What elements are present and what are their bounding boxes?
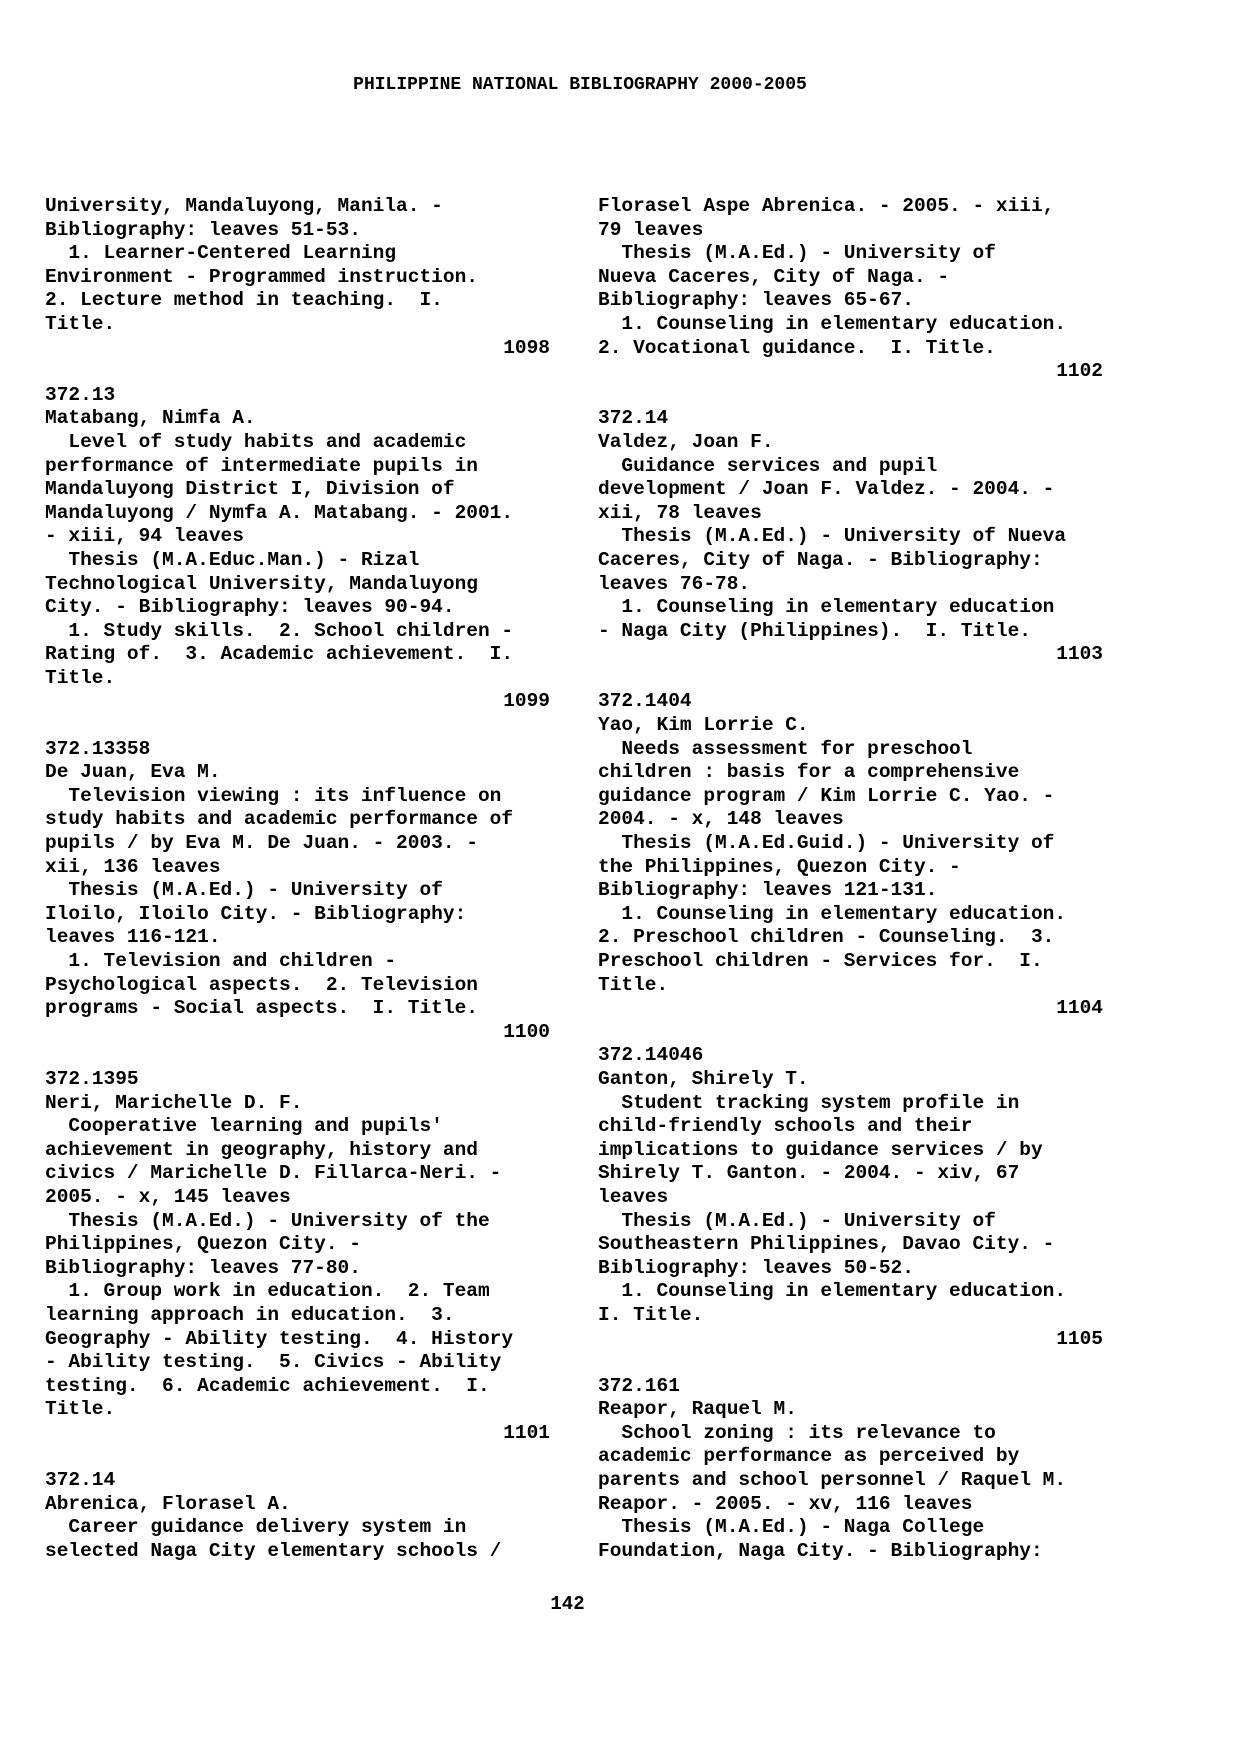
entry-number: 1099	[503, 690, 550, 713]
entry-number: 1098	[503, 336, 550, 359]
entry-line: Title.	[598, 973, 669, 996]
entry-line: Geography - Ability testing. 4. History	[45, 1327, 514, 1350]
entry-line: Reapor, Raquel M.	[598, 1398, 797, 1421]
entry-line: Career guidance delivery system in	[45, 1516, 467, 1539]
entry-line: Bibliography: leaves 51-53.	[45, 218, 361, 241]
entry-number: 1103	[1056, 643, 1103, 666]
entry-line: parents and school personnel / Raquel M.	[598, 1469, 1067, 1492]
entry-line: 1. Counseling in elementary education.	[598, 902, 1067, 925]
entry-line: Bibliography: leaves 50-52.	[598, 1256, 914, 1279]
entry-line: 1. Counseling in elementary education.	[598, 1280, 1067, 1303]
entry-line: the Philippines, Quezon City. -	[598, 855, 961, 878]
entry-number: 1105	[1056, 1327, 1103, 1350]
entry-line: child-friendly schools and their	[598, 1115, 973, 1138]
entry-line: Title.	[45, 312, 116, 335]
catalog-entry	[45, 1068, 550, 1446]
entry-line: Thesis (M.A.Ed.) - University of the	[45, 1209, 490, 1232]
entry-line: - Naga City (Philippines). I. Title.	[598, 619, 1031, 642]
entry-number: 1100	[503, 1020, 550, 1043]
entry-line: 372.161	[598, 1374, 680, 1397]
entry-line: civics / Marichelle D. Fillarca-Neri. -	[45, 1162, 502, 1185]
entry-line: Television viewing : its influence on	[45, 784, 502, 807]
entry-line: School zoning : its relevance to	[598, 1421, 996, 1444]
entry-line: Shirely T. Ganton. - 2004. - xiv, 67	[598, 1162, 1020, 1185]
catalog-entry	[598, 1044, 1103, 1351]
catalog-entry	[45, 1469, 550, 1563]
entry-line: Rating of. 3. Academic achievement. I.	[45, 643, 514, 666]
entry-line: I. Title.	[598, 1303, 704, 1326]
entry-line: - Ability testing. 5. Civics - Ability	[45, 1351, 502, 1374]
entry-line: learning approach in education. 3.	[45, 1303, 455, 1326]
entry-line: Bibliography: leaves 121-131.	[598, 879, 938, 902]
entry-line: 2. Vocational guidance. I. Title.	[598, 336, 996, 359]
entry-line: Title.	[45, 1398, 116, 1421]
entry-line: Yao, Kim Lorrie C.	[598, 714, 809, 737]
entry-line: pupils / by Eva M. De Juan. - 2003. -	[45, 832, 478, 855]
catalog-entry	[45, 384, 550, 714]
catalog-entry	[45, 738, 550, 1045]
entry-line: implications to guidance services / by	[598, 1138, 1043, 1161]
entry-line: 2005. - x, 145 leaves	[45, 1185, 291, 1208]
entry-line: Psychological aspects. 2. Television	[45, 973, 478, 996]
entry-line: Cooperative learning and pupils'	[45, 1115, 443, 1138]
left-column	[45, 195, 550, 1587]
catalog-entry	[45, 195, 550, 360]
entry-line: 2. Lecture method in teaching. I.	[45, 289, 443, 312]
entry-line: 2004. - x, 148 leaves	[598, 808, 844, 831]
entry-line: xii, 78 leaves	[598, 501, 762, 524]
entry-line: achievement in geography, history and	[45, 1138, 478, 1161]
entry-line: Needs assessment for preschool	[598, 737, 973, 760]
entry-line: 2. Preschool children - Counseling. 3.	[598, 926, 1055, 949]
entry-line: Caceres, City of Naga. - Bibliography:	[598, 548, 1043, 571]
entry-line: 1. Counseling in elementary education.	[598, 312, 1067, 335]
entry-line: development / Joan F. Valdez. - 2004. -	[598, 478, 1055, 501]
entry-line: Thesis (M.A.Ed.) - University of	[45, 879, 443, 902]
entry-line: Mandaluyong / Nymfa A. Matabang. - 2001.	[45, 501, 514, 524]
entry-line: Iloilo, Iloilo City. - Bibliography:	[45, 902, 467, 925]
entry-line: Student tracking system profile in	[598, 1091, 1020, 1114]
entry-line: Thesis (M.A.Ed.) - University of	[598, 1209, 996, 1232]
entry-line: 1. Group work in education. 2. Team	[45, 1280, 490, 1303]
entry-number: 1102	[1056, 360, 1103, 383]
entry-line: Preschool children - Services for. I.	[598, 950, 1043, 972]
entry-line: De Juan, Eva M.	[45, 761, 221, 784]
entry-line: children : basis for a comprehensive	[598, 761, 1020, 784]
entry-line: 372.14046	[598, 1044, 704, 1067]
entry-line: Level of study habits and academic	[45, 430, 467, 453]
entry-line: - xiii, 94 leaves	[45, 525, 244, 548]
entry-line: 1. Study skills. 2. School children -	[45, 619, 514, 642]
entry-line: 79 leaves	[598, 218, 704, 241]
entry-line: Bibliography: leaves 77-80.	[45, 1256, 361, 1279]
catalog-entry	[598, 1375, 1103, 1564]
entry-line: leaves	[598, 1185, 669, 1208]
entry-line: Mandaluyong District I, Division of	[45, 478, 455, 501]
entry-line: guidance program / Kim Lorrie C. Yao. -	[598, 784, 1055, 807]
entry-line: Neri, Marichelle D. F.	[45, 1091, 303, 1114]
entry-line: Abrenica, Florasel A.	[45, 1492, 291, 1515]
entry-number: 1101	[503, 1421, 550, 1444]
entry-line: Southeastern Philippines, Davao City. -	[598, 1233, 1055, 1256]
entry-line: Environment - Programmed instruction.	[45, 265, 478, 288]
entry-line: Philippines, Quezon City. -	[45, 1233, 361, 1256]
entry-line: Florasel Aspe Abrenica. - 2005. - xiii,	[598, 195, 1055, 217]
entry-line: 372.13358	[45, 737, 151, 760]
entry-line: 372.1395	[45, 1067, 139, 1090]
entry-line: Thesis (M.A.Educ.Man.) - Rizal	[45, 548, 420, 571]
entry-line: selected Naga City elementary schools /	[45, 1539, 502, 1562]
entry-line: 1. Learner-Centered Learning	[45, 242, 397, 265]
entry-line: Thesis (M.A.Ed.Guid.) - University of	[598, 832, 1055, 855]
entry-line: academic performance as perceived by	[598, 1445, 1020, 1468]
catalog-entry	[598, 195, 1103, 384]
entry-line: Foundation, Naga City. - Bibliography:	[598, 1539, 1043, 1562]
entry-line: Ganton, Shirely T.	[598, 1067, 809, 1090]
entry-line: Matabang, Nimfa A.	[45, 407, 256, 430]
entry-line: Technological University, Mandaluyong	[45, 572, 478, 595]
entry-line: Bibliography: leaves 65-67.	[598, 289, 914, 312]
entry-line: 372.1404	[598, 690, 692, 713]
catalog-entry	[598, 407, 1103, 667]
entry-line: University, Mandaluyong, Manila. -	[45, 195, 443, 217]
entry-line: testing. 6. Academic achievement. I.	[45, 1374, 490, 1397]
entry-line: programs - Social aspects. I. Title.	[45, 997, 478, 1020]
page-number: 142	[550, 1593, 585, 1615]
entry-line: Guidance services and pupil	[598, 454, 938, 477]
entry-line: 372.14	[598, 407, 669, 430]
running-head: PHILIPPINE NATIONAL BIBLIOGRAPHY 2000-2005	[353, 75, 807, 95]
entry-line: leaves 76-78.	[598, 572, 751, 595]
entry-number: 1104	[1056, 997, 1103, 1020]
entry-line: Nueva Caceres, City of Naga. -	[598, 265, 950, 288]
entry-line: Reapor. - 2005. - xv, 116 leaves	[598, 1492, 973, 1515]
entry-line: Valdez, Joan F.	[598, 430, 774, 453]
entry-line: City. - Bibliography: leaves 90-94.	[45, 596, 455, 619]
catalog-entry	[598, 690, 1103, 1020]
entry-line: 1. Television and children -	[45, 950, 397, 972]
entry-line: xii, 136 leaves	[45, 855, 221, 878]
entry-line: leaves 116-121.	[45, 926, 221, 949]
entry-line: Thesis (M.A.Ed.) - Naga College	[598, 1516, 985, 1539]
entry-line: Thesis (M.A.Ed.) - University of Nueva	[598, 525, 1067, 548]
entry-line: 372.14	[45, 1469, 116, 1492]
right-column	[598, 195, 1103, 1587]
entry-line: performance of intermediate pupils in	[45, 454, 478, 477]
entry-line: 1. Counseling in elementary education	[598, 596, 1055, 619]
entry-line: study habits and academic performance of	[45, 808, 514, 831]
entry-line: Title.	[45, 666, 116, 689]
entry-line: Thesis (M.A.Ed.) - University of	[598, 242, 996, 265]
entry-line: 372.13	[45, 383, 116, 406]
